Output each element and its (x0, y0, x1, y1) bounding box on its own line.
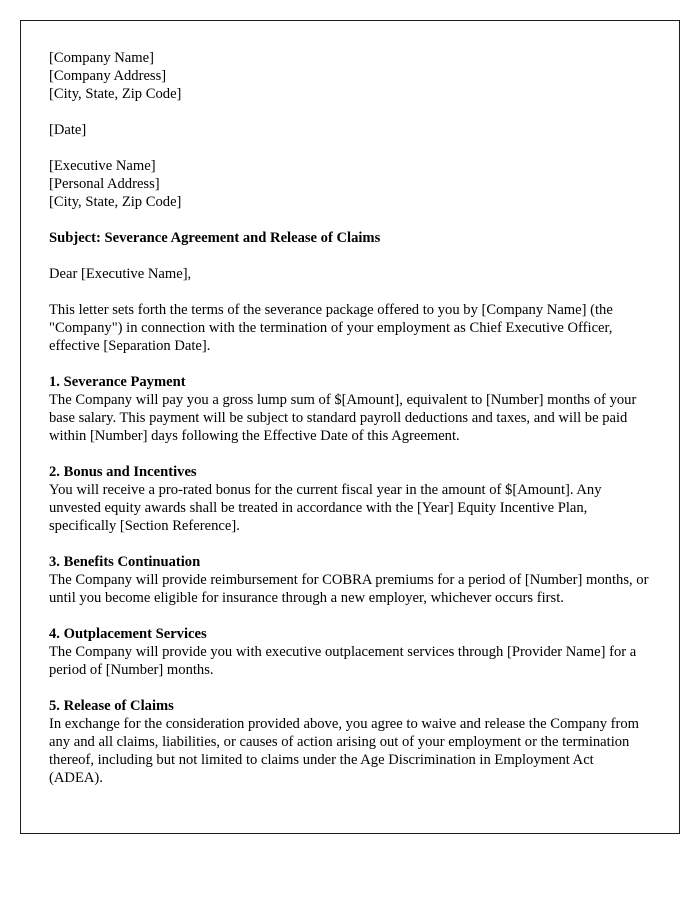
subject-line: Subject: Severance Agreement and Release of Claims (49, 230, 381, 246)
sender-company-address: [Company Address] (49, 68, 167, 84)
section-bonus-incentives (49, 463, 649, 535)
recipient-city-state-zip: [City, State, Zip Code] (49, 194, 182, 210)
section-release-of-claims-heading: 5. Release of Claims (49, 698, 174, 714)
section-severance-payment-body: The Company will pay you a gross lump sum of $[Amount], equivalent to [Number] months of your base salary. This payment will be subject to standard payroll deductions and taxes, and will be paid within [Number] days following the Effective Date of this Agreement. (49, 392, 637, 444)
recipient-executive-name: [Executive Name] (49, 158, 156, 174)
salutation: Dear [Executive Name], (49, 266, 192, 282)
section-outplacement-services (49, 625, 649, 679)
section-release-of-claims-body: In exchange for the consideration provided above, you agree to waive and release the Company from any and all claims, liabilities, or causes of action arising out of your employment or the termination thereof, including but not limited to claims under the Age Discrimination in Employment Act (ADEA). (49, 716, 640, 786)
date-line: [Date] (49, 122, 87, 138)
recipient-personal-address: [Personal Address] (49, 176, 160, 192)
section-severance-payment-heading: 1. Severance Payment (49, 374, 186, 390)
section-bonus-incentives-heading: 2. Bonus and Incentives (49, 464, 197, 480)
recipient-address-block (49, 157, 649, 211)
section-outplacement-services-body: The Company will provide you with executive outplacement services through [Provider Name] for a period of [Number] months. (49, 644, 637, 678)
section-benefits-continuation-heading: 3. Benefits Continuation (49, 554, 201, 570)
intro-paragraph: This letter sets forth the terms of the severance package offered to you by [Company Name] (the "Company") in connection with the termination of your employment as Chief Executive Officer, effective [Separation Date]. (49, 302, 613, 354)
sender-address-block (49, 49, 649, 103)
letter-page (20, 20, 680, 834)
section-release-of-claims (49, 697, 649, 787)
sender-company-name: [Company Name] (49, 50, 154, 66)
sender-city-state-zip: [City, State, Zip Code] (49, 86, 182, 102)
section-severance-payment (49, 373, 649, 445)
section-outplacement-services-heading: 4. Outplacement Services (49, 626, 207, 642)
section-benefits-continuation-body: The Company will provide reimbursement for COBRA premiums for a period of [Number] months, or until you become eligible for insurance through a new employer, whichever occurs first. (49, 572, 649, 606)
section-bonus-incentives-body: You will receive a pro-rated bonus for the current fiscal year in the amount of $[Amount]. Any unvested equity awards shall be treated in accordance with the [Year] Equity Incentive Plan, specifically [Section Reference]. (49, 482, 602, 534)
section-benefits-continuation (49, 553, 649, 607)
